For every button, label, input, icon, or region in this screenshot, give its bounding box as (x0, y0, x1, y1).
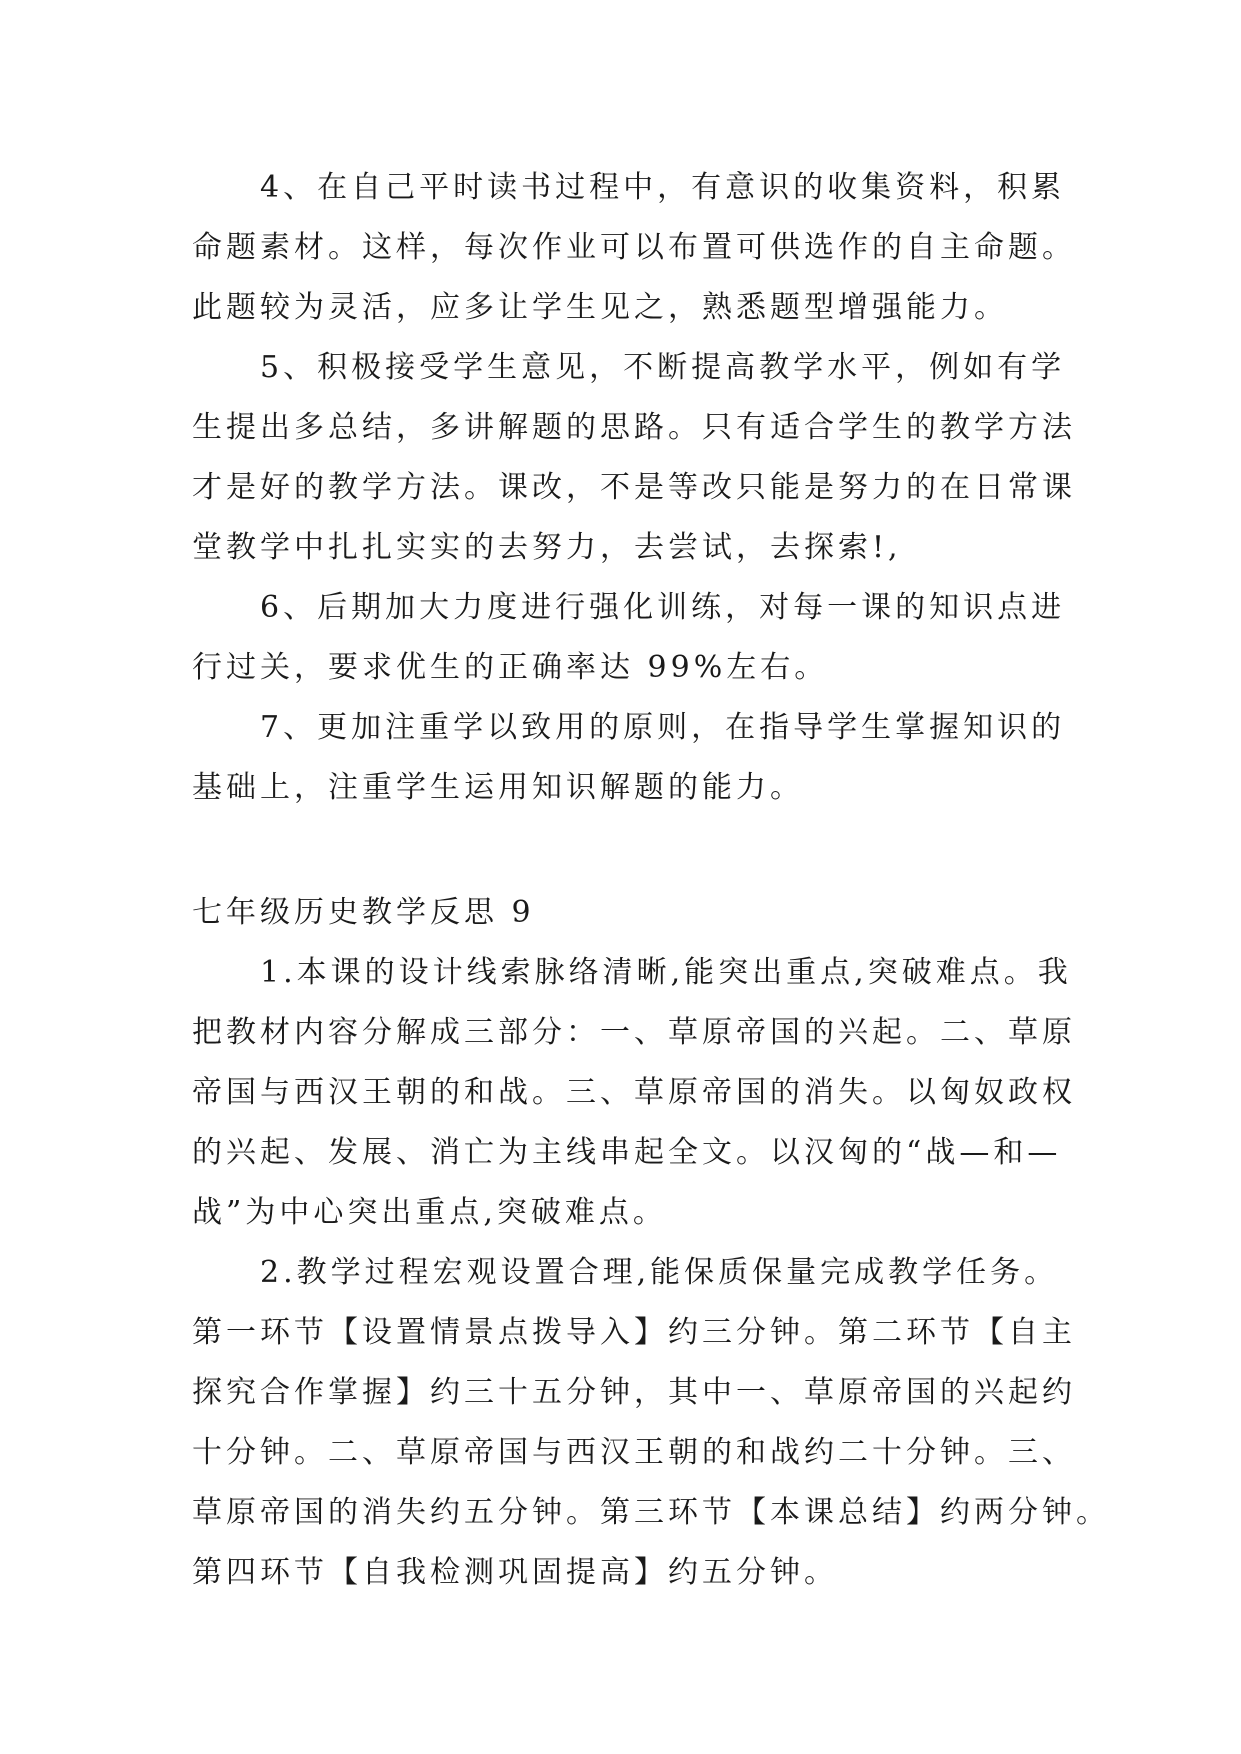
paragraph-line: 堂教学中扎扎实实的去努力，去尝试，去探索!, (192, 530, 902, 565)
paragraph-line: 7、更加注重学以致用的原则，在指导学生掌握知识的 (260, 710, 1066, 745)
paragraph-line: 6、后期加大力度进行强化训练，对每一课的知识点进 (260, 590, 1066, 625)
paragraph-line: 第一环节【设置情景点拨导入】约三分钟。第二环节【自主 (192, 1315, 1076, 1350)
paragraph-line: 才是好的教学方法。课改，不是等改只能是努力的在日常课 (192, 470, 1076, 505)
paragraph-line: 1.本课的设计线索脉络清晰,能突出重点,突破难点。我 (260, 955, 1072, 990)
paragraph-line: 草原帝国的消失约五分钟。第三环节【本课总结】约两分钟。 (192, 1495, 1110, 1530)
paragraph-line: 2.教学过程宏观设置合理,能保质保量完成教学任务。 (260, 1255, 1059, 1290)
section-reflection-9 (192, 883, 1110, 1603)
paragraph-line: 生提出多总结，多讲解题的思路。只有适合学生的教学方法 (192, 410, 1076, 445)
paragraph-line: 行过关，要求优生的正确率达 99%左右。 (192, 650, 829, 685)
paragraph-line: 命题素材。这样，每次作业可以布置可供选作的自主命题。 (192, 230, 1076, 265)
section-title: 七年级历史教学反思 9 (192, 895, 535, 930)
paragraph-line: 把教材内容分解成三部分：一、草原帝国的兴起。二、草原 (192, 1015, 1076, 1050)
section-teaching-measures (192, 158, 1076, 818)
paragraph-line: 基础上，注重学生运用知识解题的能力。 (192, 770, 804, 805)
paragraph-line: 的兴起、发展、消亡为主线串起全文。以汉匈的“战—和— (192, 1135, 1062, 1170)
paragraph-line: 战”为中心突出重点,突破难点。 (192, 1195, 667, 1230)
paragraph-line: 帝国与西汉王朝的和战。三、草原帝国的消失。以匈奴政权 (192, 1075, 1076, 1110)
paragraph-line: 此题较为灵活，应多让学生见之，熟悉题型增强能力。 (192, 290, 1008, 325)
paragraph-line: 4、在自己平时读书过程中，有意识的收集资料，积累 (260, 170, 1066, 205)
paragraph-line: 5、积极接受学生意见，不断提高教学水平，例如有学 (260, 350, 1066, 385)
paragraph-line: 十分钟。二、草原帝国与西汉王朝的和战约二十分钟。三、 (192, 1435, 1076, 1470)
paragraph-line: 第四环节【自我检测巩固提高】约五分钟。 (192, 1555, 838, 1590)
paragraph-line: 探究合作掌握】约三十五分钟，其中一、草原帝国的兴起约 (192, 1375, 1076, 1410)
